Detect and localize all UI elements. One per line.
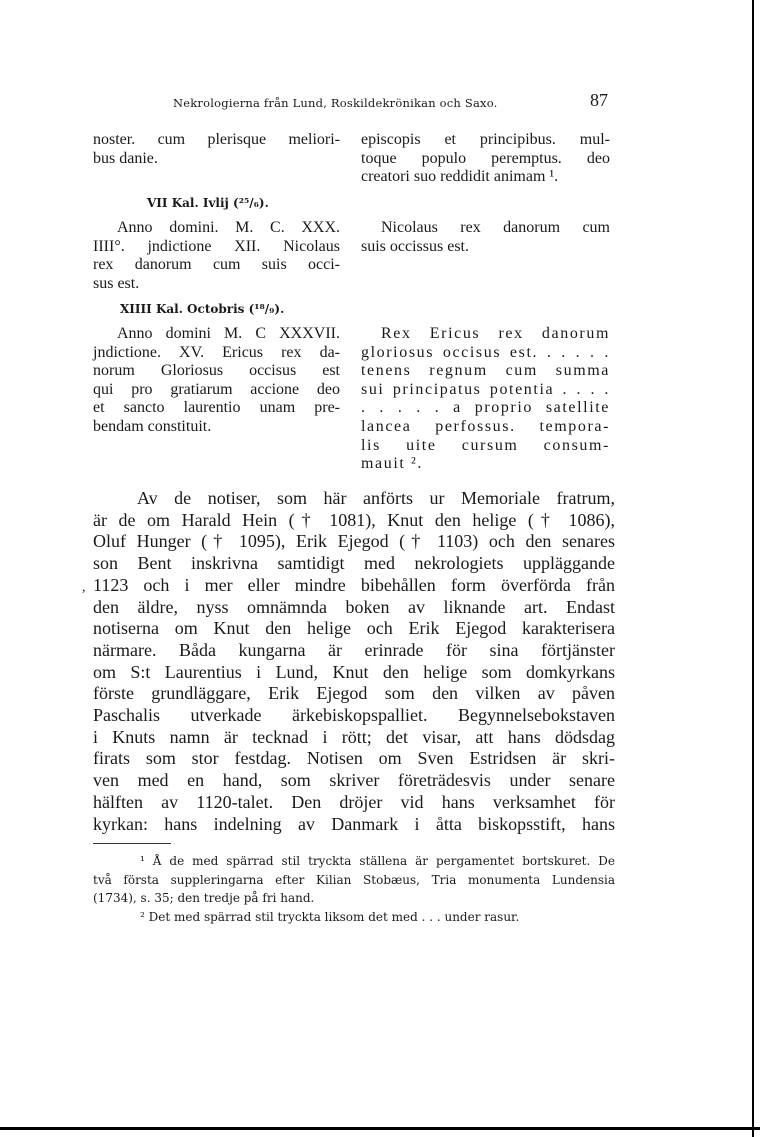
running-head: Nekrologierna från Lund, Roskildekrönikan och Saxo. [173,96,498,110]
text-line: förste grundläggare, Erik Ejegod som den vilken av påven [93,683,615,704]
right-intro [361,131,610,187]
left-intro [93,131,340,168]
text-line: är de om Harald Hein († 1081), Knut den helige († 1086), [93,509,615,530]
page-number: 87 [590,90,608,110]
text-line: rex danorum cum suis occi- [93,256,340,274]
footnote-line: ¹ Å de med spärrad stil tryckta ställena är pergamentet bortskuret. De [140,854,615,868]
footnote-rule [93,843,171,844]
text-line: Oluf Hunger († 1095), Erik Ejegod († 1103) och den senares [93,531,615,552]
text-line: hälften av 1120-talet. Den dröjer vid hans verksamhet för [93,791,615,812]
text-line: ven med en hand, som skriver företrädesvis under senare [93,770,615,791]
text-line: lancea perfossus. tempora- [361,417,610,435]
right-entry1 [361,219,610,256]
text-line: sus est. [93,274,140,292]
text-line: norum Gloriosus occisus est [93,362,340,380]
text-line: i Knuts namn är tecknad i rött; det visar, att hans dödsdag [93,726,615,747]
text-line: om S:t Laurentius i Lund, Knut den helige som domkyrkans [93,661,615,682]
footnote-line: två första suppleringarna efter Kilian Stobæus, Tria monumenta Lundensia [93,872,615,887]
text-line: . . . . . a proprio satellite [361,399,610,417]
text-line: Av de notiser, som här anförts ur Memoriale fratrum, [137,488,615,508]
left-entry2 [93,325,340,437]
text-line: Anno domini. M. C. XXX. [117,219,340,236]
text-line: Anno domini M. C XXXVII. [117,325,340,342]
text-line: Rex Ericus rex danorum [381,325,610,342]
text-line: sui principatus potentia . . . . [361,380,610,398]
text-line: creatori suo reddidit animam ¹. [361,168,559,186]
text-line: suis occissus est. [361,237,469,255]
text-line: notiserna om Knut den helige och Erik Ejegod karakterisera [93,618,615,639]
footnote-line: (1734), s. 35; den tredje på fri hand. [93,891,315,905]
scan-border-right [752,0,754,1137]
text-line: et sancto laurentio unam pre- [93,399,340,417]
margin-mark: , [82,580,86,595]
text-line: tenens regnum cum summa [361,362,610,380]
text-line: närmare. Båda kungarna är erinrade för sina förtjänster [93,639,615,660]
text-line: son Bent inskrivna samtidigt med nekrologiets uppläggande [93,553,615,574]
text-line: mauit ². [361,455,424,473]
text-line: toque populo peremptus. deo [361,149,610,167]
text-line: firats som stor festdag. Notisen om Sven Estridsen är skri- [93,748,615,769]
left-entry2-heading: XIIII Kal. Octobris (¹⁸/₉). [120,302,285,316]
text-line: noster. cum plerisque meliori- [93,131,340,148]
text-line: IIII°. jndictione XII. Nicolaus [93,237,340,255]
text-line: bendam constituit. [93,417,212,435]
left-entry1-heading: VII Kal. Ivlij (²⁵/₆). [147,196,269,210]
text-line: 1123 och i mer eller mindre bibehållen form överförda från [93,574,615,595]
text-line: qui pro gratiarum accione deo [93,380,340,398]
text-line: bus danie. [93,149,158,167]
text-line: lis uite cursum consum- [361,436,610,454]
footnotes [93,852,615,926]
right-entry2 [361,325,610,474]
body-paragraph [93,488,615,835]
left-entry1 [93,219,340,293]
text-line: Nicolaus rex danorum cum [381,219,610,236]
text-line: kyrkan: hans indelning av Danmark i åtta biskopsstift, hans [93,813,615,834]
text-line: Paschalis utverkade ärkebiskopspalliet. Begynnelsebokstaven [93,705,615,726]
text-line: gloriosus occisus est. . . . . . [361,343,610,361]
footnote-line: ² Det med spärrad stil tryckta liksom det med . . . under rasur. [140,909,520,924]
text-line: jndictione. XV. Ericus rex da- [93,343,340,361]
scan-border-bottom [0,1127,760,1130]
text-line: episcopis et principibus. mul- [361,131,610,148]
text-line: den äldre, nyss omnämnda boken av liknande art. Endast [93,596,615,617]
